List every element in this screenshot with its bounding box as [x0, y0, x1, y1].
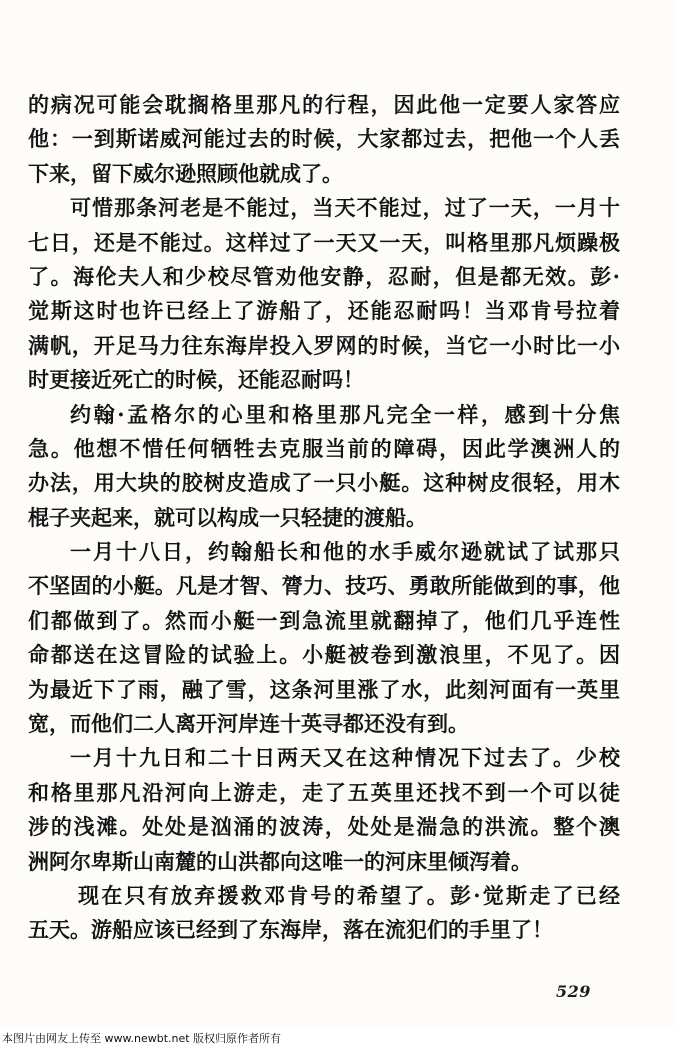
text-line: 五天。游船应该已经到了东海岸，落在流犯们的手里了！ [28, 917, 553, 943]
text-line: 命都送在这冒险的试验上。小艇被卷到激浪里，不见了。因 [28, 642, 620, 668]
text-line: 下来，留下威尔逊照顾他就成了。 [28, 160, 343, 186]
text-line: 涉的浅滩。处处是汹涌的波涛，处处是湍急的洪流。整个澳 [28, 814, 620, 840]
text-line: 的病况可能会耽搁格里那凡的行程，因此他一定要人家答应 [28, 92, 620, 117]
text-line: 他：一到斯诺威河能过去的时候，大家都过去，把他一个人丢 [28, 126, 620, 152]
text-line: 了。海伦夫人和少校尽管劝他安静，忍耐，但是都无效。彭· [28, 263, 620, 289]
text-line: 为最近下了雨，融了雪，这条河里涨了水，此刻河面有一英里 [28, 676, 620, 702]
text-line: 约翰·孟格尔的心里和格里那凡完全一样，感到十分焦 [70, 401, 620, 427]
text-line: 宽，而他们二人离开河岸连十英寻都还没有到。 [28, 711, 469, 737]
text-line: 现在只有放弃援救邓肯号的希望了。彭·觉斯走了已经 [78, 882, 620, 908]
body-text [28, 88, 620, 948]
page-number: 529 [556, 982, 591, 1001]
text-line: 和格里那凡沿河向上游走，走了五英里还找不到一个可以徒 [28, 779, 620, 805]
text-line: 一月十八日，约翰船长和他的水手威尔逊就试了试那只 [70, 539, 620, 565]
text-line: 觉斯这时也许已经上了游船了，还能忍耐吗！当邓肯号拉着 [28, 298, 620, 324]
text-line: 不坚固的小艇。凡是才智、膂力、技巧、勇敢所能做到的事，他 [28, 573, 620, 599]
text-line: 洲阿尔卑斯山南麓的山洪都向这唯一的河床里倾泻着。 [28, 848, 532, 874]
text-line: 满帆，开足马力往东海岸投入罗网的时候，当它一小时比一小 [28, 332, 620, 358]
text-line: 急。他想不惜任何牺牲去克服当前的障碍，因此学澳洲人的 [28, 435, 620, 461]
text-line: 七日，还是不能过。这样过了一天又一天，叫格里那凡烦躁极 [28, 229, 620, 255]
text-line: 时更接近死亡的时候，还能忍耐吗！ [28, 367, 364, 393]
text-line: 棍子夹起来，就可以构成一只轻捷的渡船。 [28, 504, 427, 530]
text-line: 可惜那条河老是不能过，当天不能过，过了一天，一月十 [70, 195, 620, 221]
text-line: 办法，用大块的胶树皮造成了一只小艇。这种树皮很轻，用木 [28, 470, 620, 496]
text-line: 们都做到了。然而小艇一到急流里就翻掉了，他们几乎连性 [28, 607, 620, 633]
watermark-footer-text: 本图片由网友上传至 www.newbt.net 版权归原作者所有 [2, 1032, 282, 1045]
text-line: 一月十九日和二十日两天又在这种情况下过去了。少校 [70, 745, 620, 771]
